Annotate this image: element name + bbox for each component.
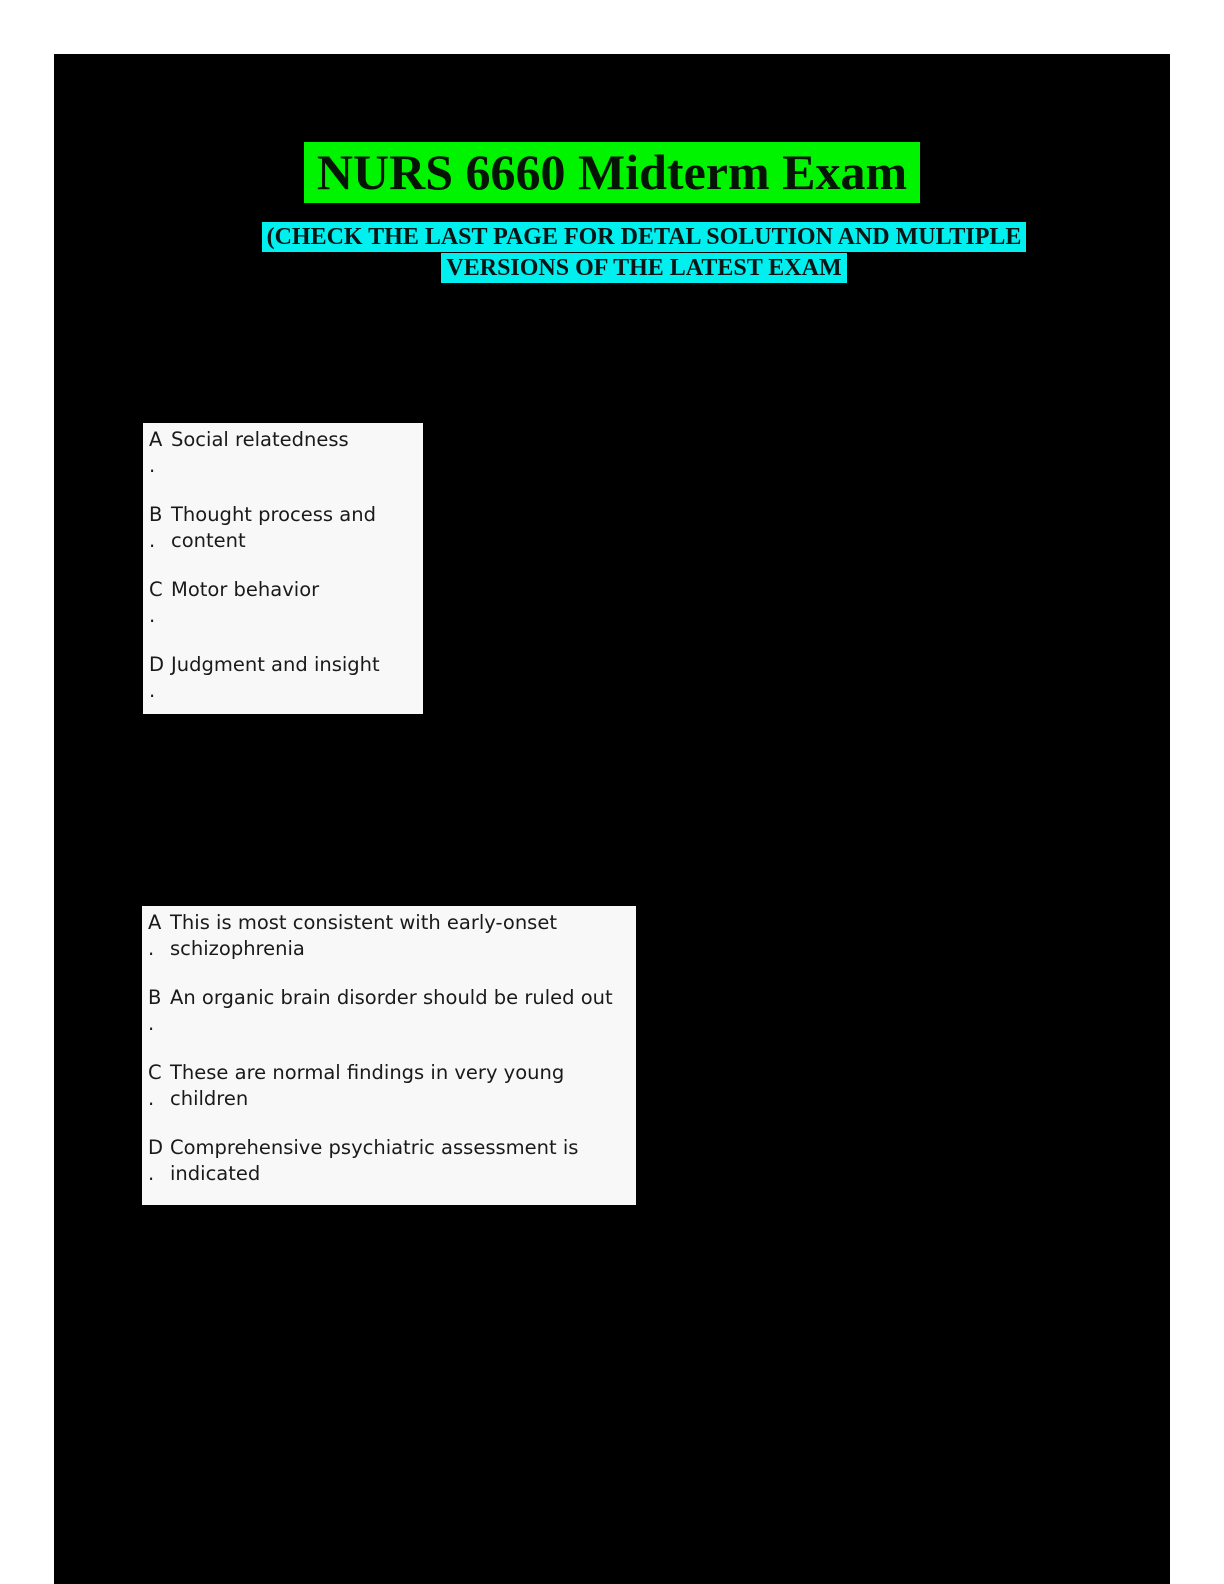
option-text: An organic brain disorder should be ruled out	[170, 986, 613, 1009]
exam-title: NURS 6660 Midterm Exam	[304, 142, 920, 203]
answer-option	[149, 427, 413, 479]
subtitle-row-2	[118, 253, 1170, 283]
option-letter: A	[149, 428, 163, 451]
option-letter: D	[149, 653, 165, 676]
answer-option	[149, 652, 413, 704]
option-letter: D	[148, 1136, 164, 1159]
answer-option	[149, 502, 413, 554]
title-row	[54, 142, 1170, 203]
option-letter: C	[148, 1061, 162, 1084]
option-letter-column	[149, 577, 171, 629]
option-text: Motor behavior	[171, 578, 320, 601]
subtitle-row-1	[118, 222, 1170, 252]
option-letter-column	[148, 1135, 170, 1187]
option-text: Thought process and content	[171, 503, 376, 552]
option-text: Judgment and insight	[171, 653, 380, 676]
answer-option	[148, 985, 626, 1037]
option-letter-column	[148, 985, 170, 1037]
option-text: This is most consistent with early-onset schizophrenia	[170, 911, 557, 960]
option-period: .	[149, 529, 156, 552]
option-letter: A	[148, 911, 162, 934]
option-period: .	[148, 1012, 155, 1035]
subtitle-line-2: VERSIONS OF THE LATEST EXAM	[441, 253, 846, 283]
answer-option	[148, 1060, 626, 1112]
option-letter: C	[149, 578, 163, 601]
answer-option	[148, 1135, 626, 1187]
option-letter-column	[149, 427, 171, 479]
option-period: .	[149, 679, 156, 702]
option-letter-column	[148, 910, 170, 962]
answer-option	[148, 910, 626, 962]
option-text: Comprehensive psychiatric assessment is indicated	[170, 1136, 579, 1185]
subtitle-line-1: (CHECK THE LAST PAGE FOR DETAL SOLUTION AND MULTIPLE	[262, 222, 1027, 252]
option-period: .	[148, 1087, 155, 1110]
document-page-canvas	[54, 54, 1170, 1584]
option-text: Social relatedness	[171, 428, 349, 451]
option-letter-column	[149, 652, 171, 704]
option-text: These are normal findings in very young children	[170, 1061, 565, 1110]
option-letter-column	[148, 1060, 170, 1112]
option-period: .	[149, 454, 156, 477]
option-period: .	[148, 937, 155, 960]
option-period: .	[149, 604, 156, 627]
question1-answer-box	[143, 423, 423, 714]
option-letter: B	[148, 986, 162, 1009]
answer-option	[149, 577, 413, 629]
option-period: .	[148, 1162, 155, 1185]
option-letter-column	[149, 502, 171, 554]
question2-answer-box	[142, 906, 636, 1205]
option-letter: B	[149, 503, 163, 526]
